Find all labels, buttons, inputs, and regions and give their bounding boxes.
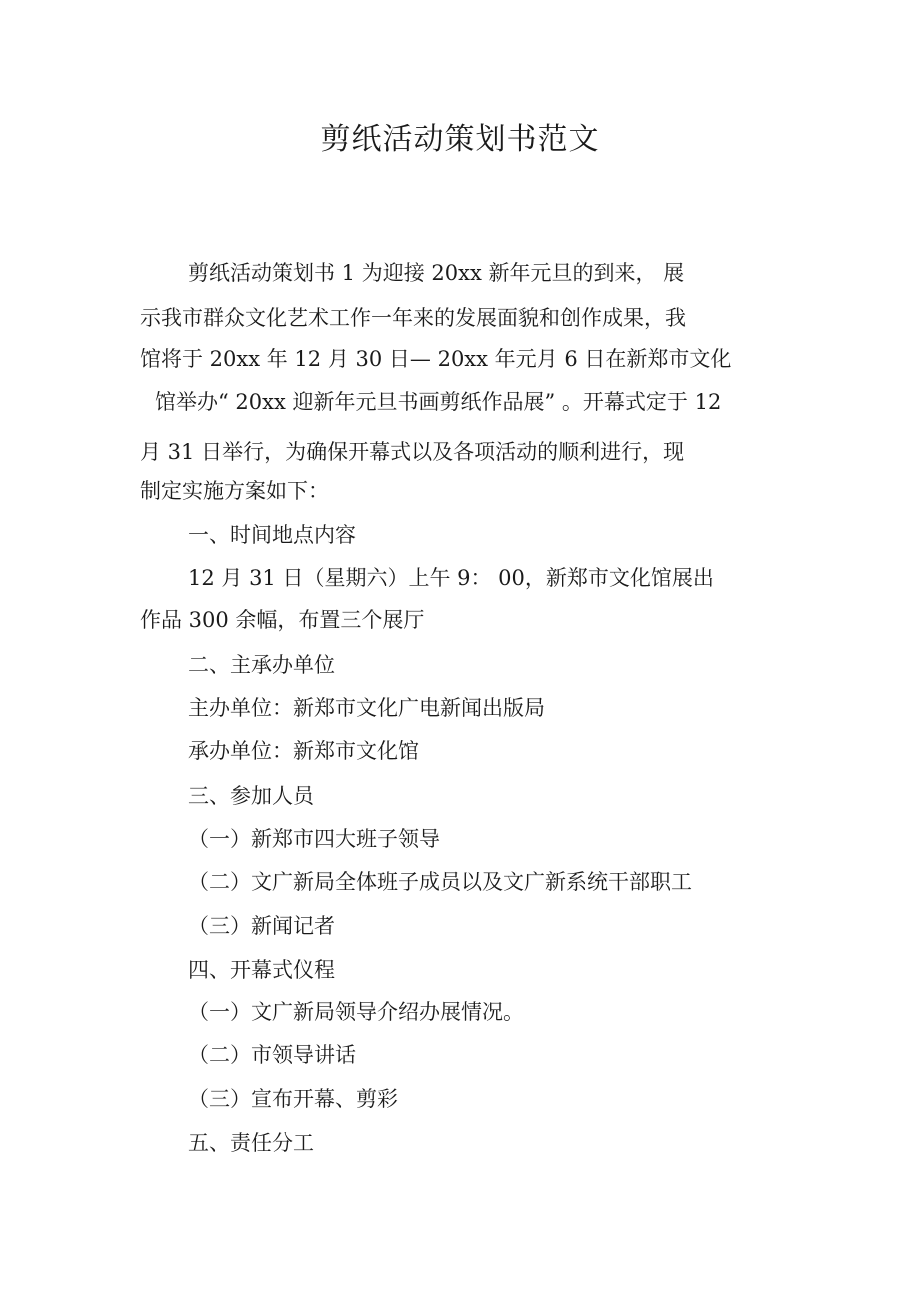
- section3-line-2: （二）文广新局全体班子成员以及文广新系统干部职工: [188, 870, 692, 894]
- section-heading-responsibilities: 五、责任分工: [188, 1131, 314, 1155]
- section1-line-1: 12 月 31 日（星期六）上午 9： 00，新郑市文化馆展出: [188, 566, 714, 590]
- intro-line-6: 制定实施方案如下：: [140, 479, 329, 503]
- section-heading-organizers: 二、主承办单位: [188, 653, 335, 677]
- intro-line-4: 馆举办“ 20xx 迎新年元旦书画剪纸作品展” 。开幕式定于 12: [155, 390, 722, 414]
- section4-line-2: （二）市领导讲话: [188, 1043, 356, 1067]
- section4-line-1: （一）文广新局领导介绍办展情况。: [188, 1000, 524, 1024]
- section3-line-1: （一）新郑市四大班子领导: [188, 827, 440, 851]
- intro-line-1: 剪纸活动策划书 1 为迎接 20xx 新年元旦的到来， 展: [188, 261, 685, 285]
- section2-line-1: 主办单位：新郑市文化广电新闻出版局: [188, 696, 545, 720]
- section-heading-time-place: 一、时间地点内容: [188, 523, 356, 547]
- section-heading-participants: 三、参加人员: [188, 784, 314, 808]
- document-title: 剪纸活动策划书范文: [320, 122, 600, 157]
- section-heading-ceremony: 四、开幕式仪程: [188, 958, 335, 982]
- section3-line-3: （三）新闻记者: [188, 914, 335, 938]
- intro-line-5: 月 31 日举行，为确保开幕式以及各项活动的顺利进行，现: [140, 440, 685, 464]
- intro-line-3: 馆将于 20xx 年 12 月 30 日— 20xx 年元月 6 日在新郑市文化: [140, 347, 732, 371]
- section2-line-2: 承办单位：新郑市文化馆: [188, 739, 419, 763]
- section1-line-2: 作品 300 余幅，布置三个展厅: [140, 608, 425, 632]
- intro-line-2: 示我市群众文化艺术工作一年来的发展面貌和创作成果，我: [140, 306, 686, 330]
- section4-line-3: （三）宣布开幕、剪彩: [188, 1087, 398, 1111]
